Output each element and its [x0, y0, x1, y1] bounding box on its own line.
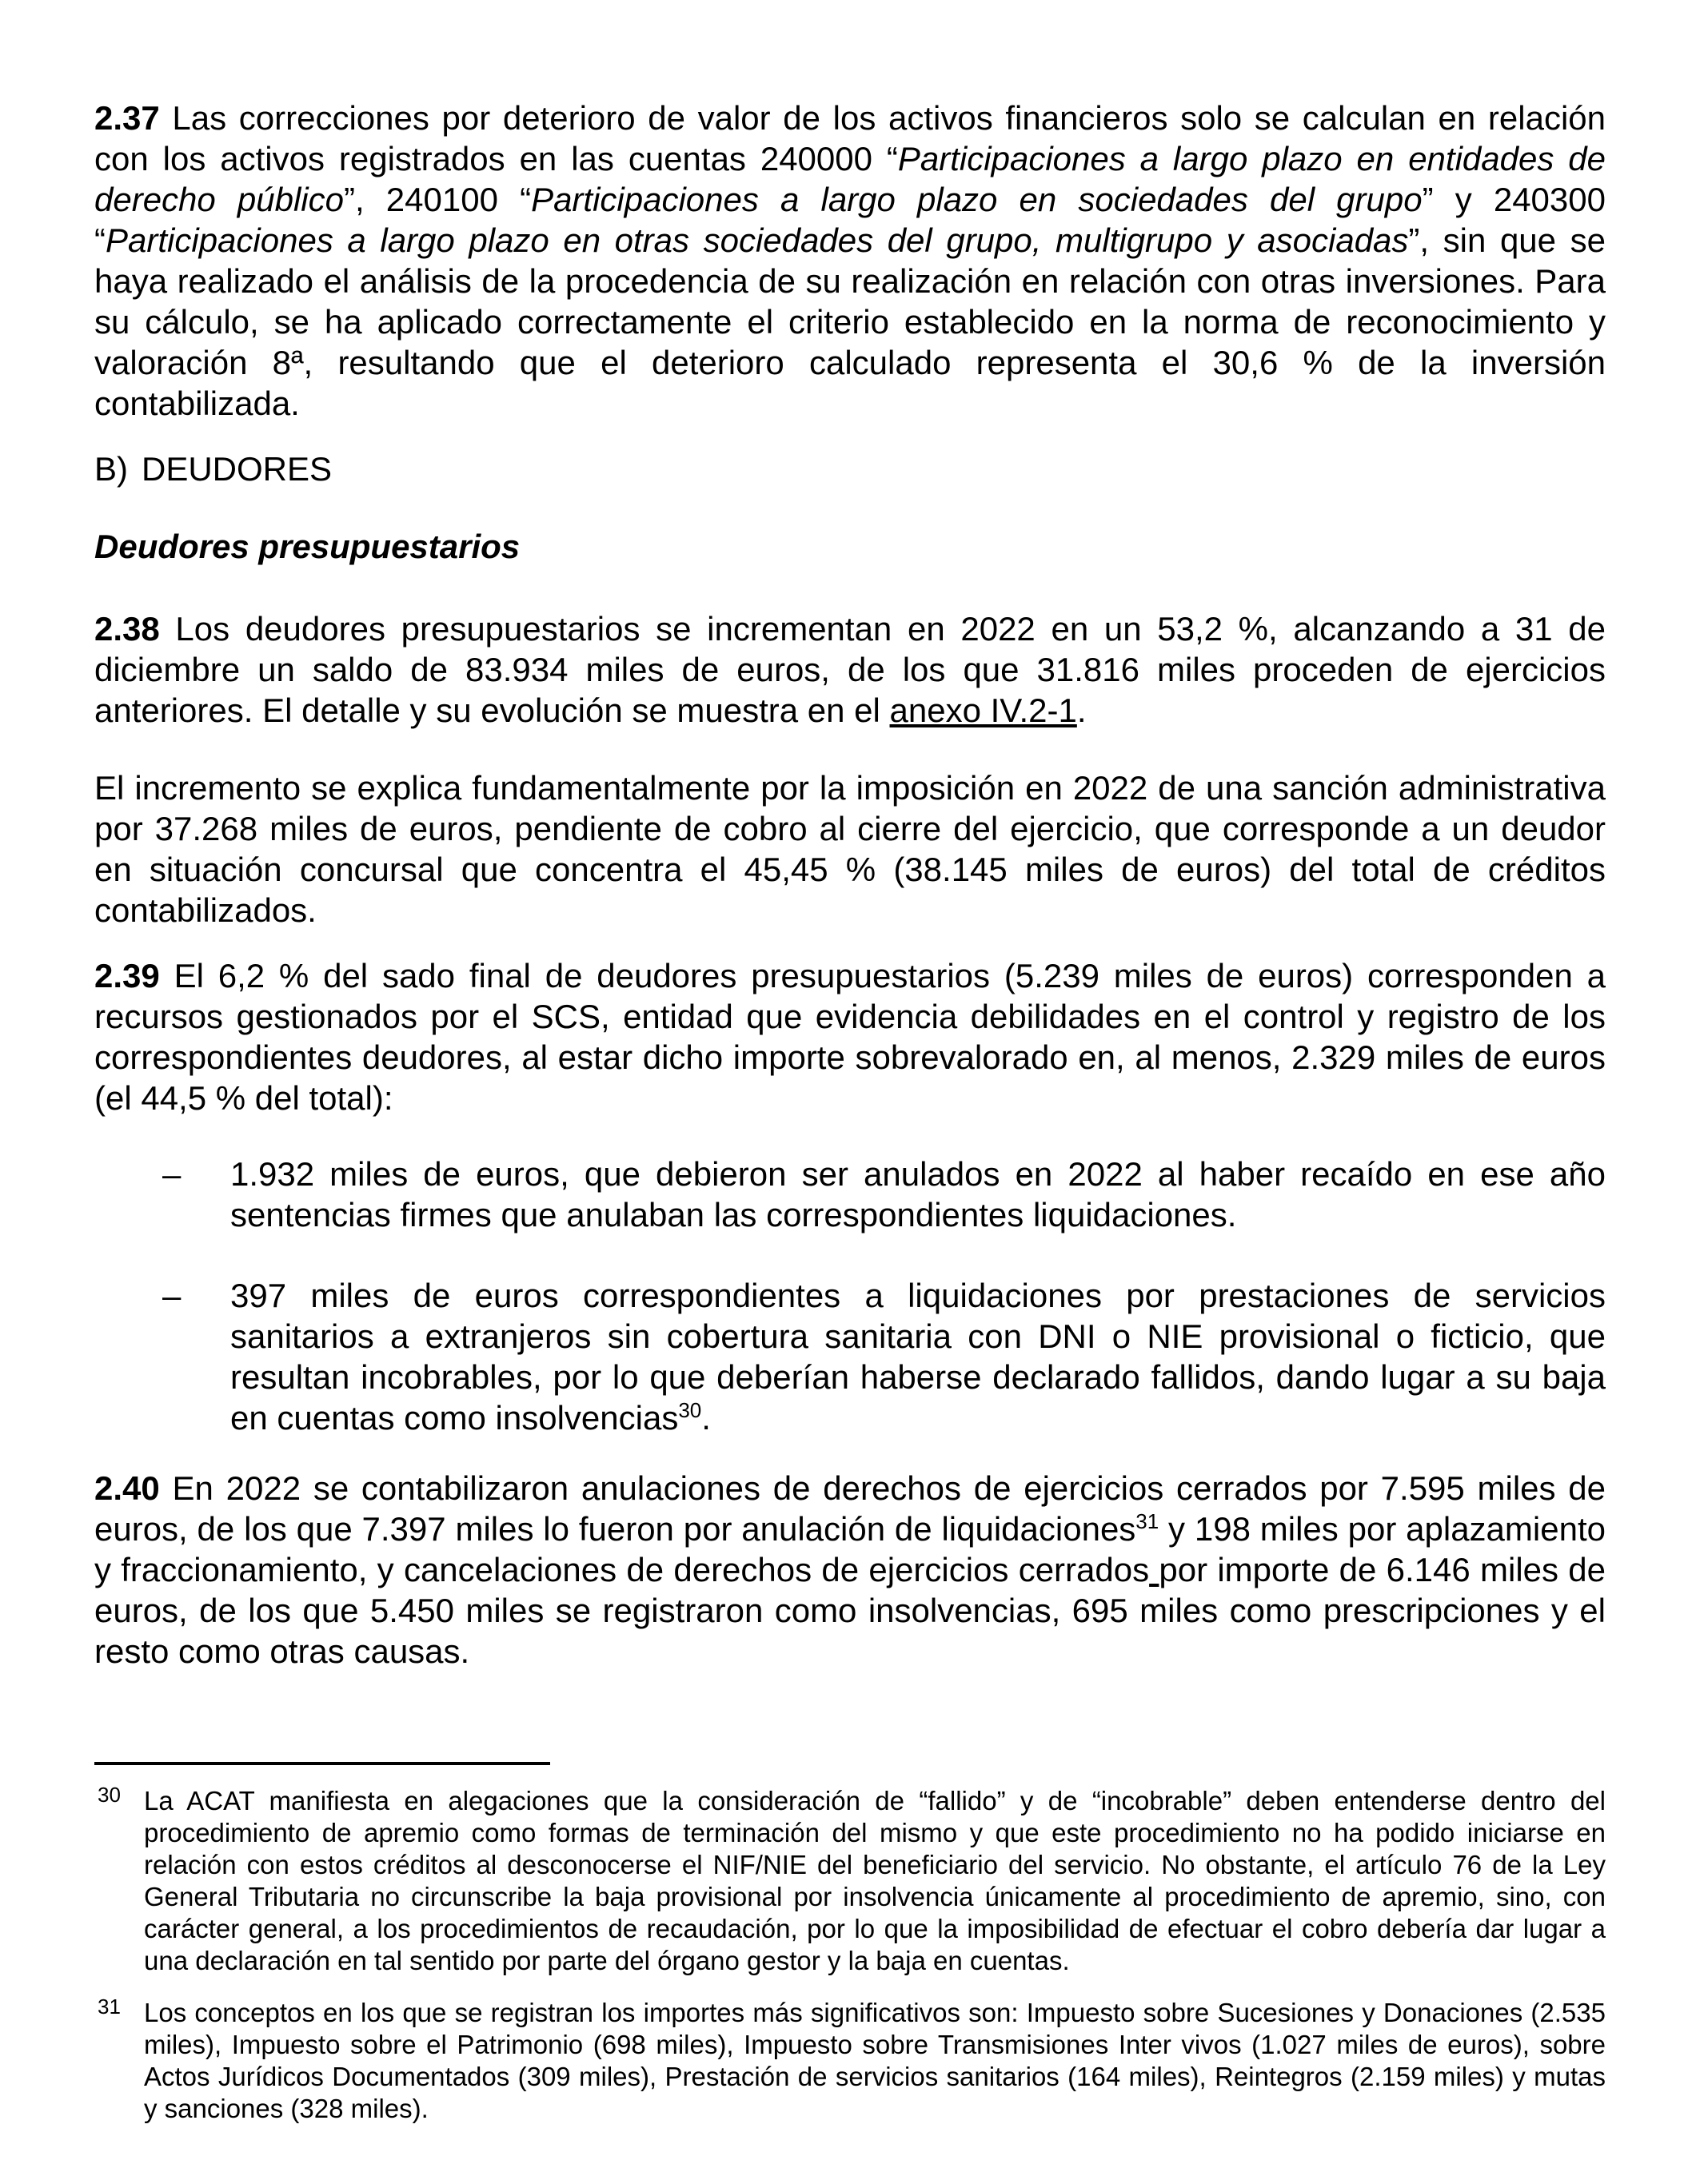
footnote-marker-31: 31 — [1135, 1509, 1159, 1533]
footnote-31 — [94, 1997, 1606, 2125]
footnotes-section — [94, 1785, 1606, 2125]
section-heading-deudores — [94, 448, 1606, 489]
subheading-deudores-presupuestarios: Deudores presupuestarios — [94, 528, 521, 565]
footnote-text: La ACAT manifiesta en alegaciones que la consideración de “fallido” y de “incobrable” deben entenderse dentro del procedimiento de apremio como formas de terminación del mismo y que este procedimiento no ha podido iniciarse en relación con estos créditos al desconocerse el NIF/NIE del beneficiario del servicio. No obstante, el artículo 76 de la Ley General Tributaria no circunscribe la baja provisional por insolvencia únicamente al procedimiento de apremio, sino, con carácter general, a los procedimientos de recaudación, por lo que la imposibilidad de efectuar el cobro debería dar lugar a una declaración en tal sentido por parte del órgano gestor y la baja en cuentas. — [144, 1786, 1606, 1975]
paragraph-2-40 — [94, 1468, 1606, 1672]
paragraph-text: . — [1076, 691, 1087, 729]
footnote-text: Los conceptos en los que se registran los importes más significativos son: Impuesto sobre Sucesiones y Donaciones (2.535 miles), Impuesto sobre el Patrimonio (698 miles), Impuesto sobre Transmisiones Inter vivos (1.027 miles de euros), sobre Actos Jurídicos Documentados (309 miles), Prestación de servicios sanitarios (164 miles), Reintegros (2.159 miles) y mutas y sanciones (328 miles). — [144, 1998, 1606, 2123]
dash-bullet-icon: – — [162, 1155, 182, 1193]
paragraph-text: En 2022 se contabilizaron anulaciones de derechos de ejercicios cerrados por 7.595 miles de euros, de los que 7.397 miles lo fueron por anulación de liquidaciones — [94, 1469, 1606, 1548]
account-title-italic: Participaciones a largo plazo en sociedades del grupo — [531, 181, 1423, 218]
list-item-text: . — [701, 1399, 711, 1437]
paragraph-number: 2.39 — [94, 957, 160, 994]
paragraph-2-39 — [94, 955, 1606, 1118]
paragraph-text: ”, sin que se haya realizado el análisis de la procedencia de su realización en relación con otras inversiones. Para su cálculo, se ha aplicado correctamente el criterio establecido en la norma de reconocimiento y valoración 8ª, resultando que el deterioro calculado representa el 30,6 % de la inversión contabilizada. — [94, 221, 1606, 422]
paragraph-text: y 198 miles por aplazamiento y fraccionamiento, y cancelaciones de derechos de ejercicios cerrados — [94, 1510, 1606, 1588]
dash-bullet-icon: – — [162, 1277, 182, 1314]
list-item — [94, 1275, 1606, 1438]
list-item-text: 1.932 miles de euros, que debieron ser anulados en 2022 al haber recaído en ese año sentencias firmes que anulaban las correspondientes liquidaciones. — [230, 1155, 1606, 1233]
paragraph-number: 2.40 — [94, 1469, 160, 1507]
footnote-separator-rule — [94, 1762, 550, 1765]
underlined-space — [1149, 1551, 1159, 1588]
footnote-number: 30 — [98, 1783, 121, 1807]
paragraph-text: ” y 240300 “ — [94, 181, 1606, 259]
footnote-number: 31 — [98, 1995, 121, 2019]
paragraph-2-37 — [94, 98, 1606, 424]
section-title: DEUDORES — [142, 450, 333, 488]
paragraph-text: por importe de 6.146 miles de euros, de los que 5.450 miles se registraron como insolvencias, 695 miles como prescripciones y el resto como otras causas. — [94, 1551, 1606, 1670]
paragraph-2-38 — [94, 608, 1606, 731]
annex-reference-link[interactable]: anexo IV.2-1 — [889, 691, 1077, 729]
paragraph-text: ”, 240100 “ — [344, 181, 532, 218]
list-item — [94, 1154, 1606, 1235]
paragraph-number: 2.37 — [94, 99, 160, 137]
section-label: B) — [94, 450, 128, 488]
footnote-30 — [94, 1785, 1606, 1977]
paragraph-increment: El incremento se explica fundamentalmente por la imposición en 2022 de una sanción administrativa por 37.268 miles de euros, pendiente de cobro al cierre del ejercicio, que corresponde a un deudor en situación concursal que concentra el 45,45 % (38.145 miles de euros) del total de créditos contabilizados. — [94, 769, 1606, 929]
paragraph-text: Los deudores presupuestarios se incrementan en 2022 en un 53,2 %, alcanzando a 31 de diciembre un saldo de 83.934 miles de euros, de los que 31.816 miles proceden de ejercicios anteriores. El detalle y su evolución se muestra en el — [94, 610, 1606, 729]
footnote-marker-30: 30 — [678, 1398, 702, 1422]
account-title-italic: Participaciones a largo plazo en entidades de derecho público — [94, 140, 1606, 218]
paragraph-text: El 6,2 % del sado final de deudores presupuestarios (5.239 miles de euros) corresponden a recursos gestionados por el SCS, entidad que evidencia debilidades en el control y registro de los correspondientes deudores, al estar dicho importe sobrevalorado en, al menos, 2.329 miles de euros (el 44,5 % del total): — [94, 957, 1606, 1117]
paragraph-number: 2.38 — [94, 610, 160, 648]
list-item-text: 397 miles de euros correspondientes a liquidaciones por prestaciones de servicios sanitarios a extranjeros sin cobertura sanitaria con DNI o NIE provisional o ficticio, que resultan incobrables, por lo que deberían haberse declarado fallidos, dando lugar a su baja en cuentas como insolvencias — [230, 1277, 1606, 1437]
account-title-italic: Participaciones a largo plazo en otras sociedades del grupo, multigrupo y asociadas — [106, 221, 1409, 259]
paragraph-text: Las correcciones por deterioro de valor de los activos financieros solo se calculan en relación con los activos registrados en las cuentas 240000 “ — [94, 99, 1606, 177]
